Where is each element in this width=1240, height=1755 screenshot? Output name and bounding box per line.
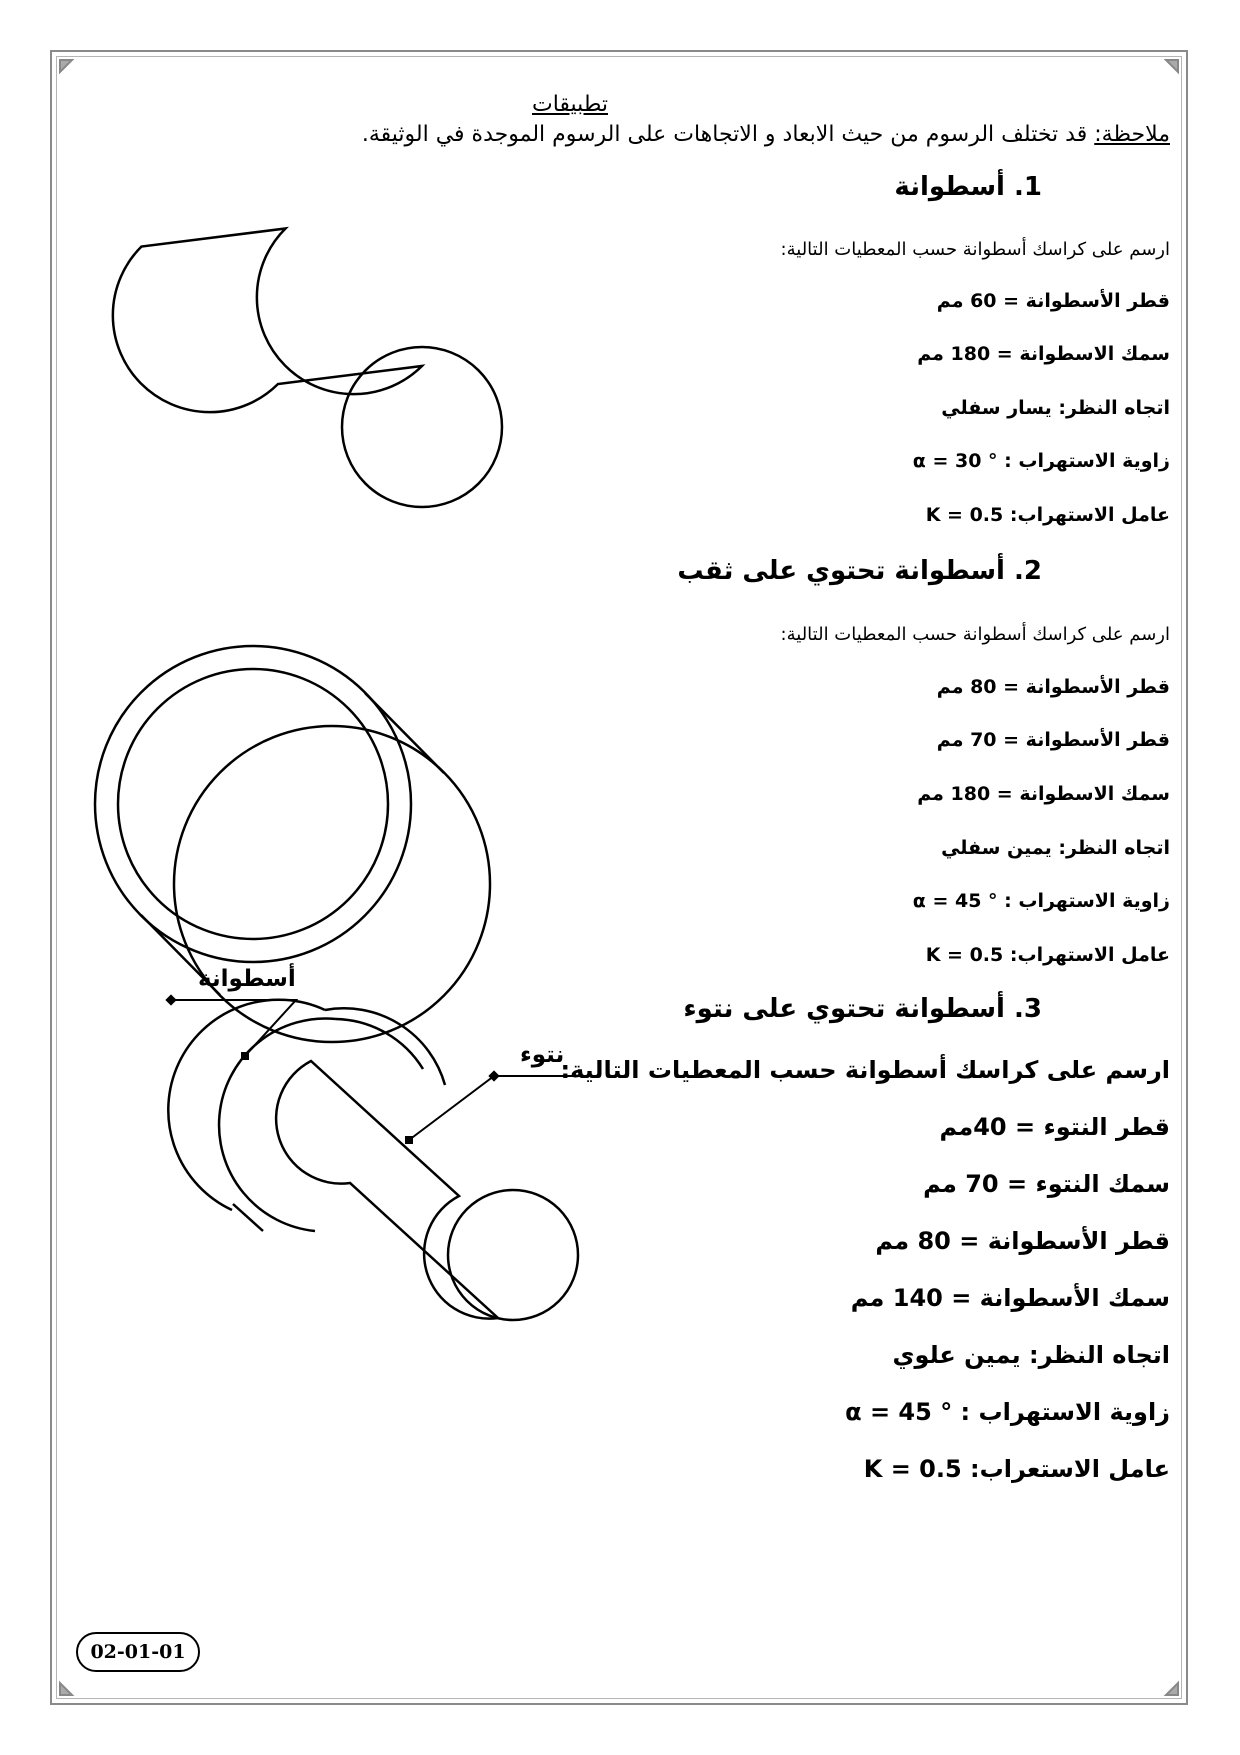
page-title: تطبيقات (532, 92, 608, 117)
label-boss: نتوء (520, 1042, 565, 1068)
leader-boss (409, 1076, 588, 1140)
factor-value: K = 0.5 (925, 504, 1004, 526)
factor-value: K = 0.5 (925, 944, 1004, 966)
exercise-3-line: قطر النتوء = 40مم (939, 1113, 1170, 1141)
factor-value: K = 0.5 (863, 1455, 962, 1483)
angle-value: α = 45 ° (912, 890, 998, 912)
angle-label: زاوية الاستهراب : (960, 1398, 1170, 1426)
exercise-2-line: قطر الأسطوانة = 70 مم (936, 729, 1170, 751)
label-cylinder: أسطوانة (198, 966, 296, 992)
exercise-3-instruction: ارسم على كراسك أسطوانة حسب المعطيات التالية: (560, 1056, 1170, 1084)
exercise-2-factor (926, 944, 1170, 966)
angle-label: زاوية الاستهراب : (1004, 450, 1170, 472)
exercise-1-line: اتجاه النظر: يسار سفلي (941, 397, 1170, 419)
exercise-2-angle (913, 890, 1170, 912)
exercise-2-line: اتجاه النظر: يمين سفلي (941, 837, 1170, 859)
figure-cylinder[interactable] (113, 229, 502, 508)
note (362, 122, 1170, 147)
hollow-back-circle (174, 726, 490, 1042)
angle-value: α = 45 ° (845, 1398, 953, 1426)
exercise-2-line: سمك الاسطوانة = 180 مم (917, 783, 1170, 805)
figure-cylinder-with-boss[interactable] (168, 1000, 578, 1320)
cylinder-body (113, 229, 422, 413)
exercise-3-line: اتجاه النظر: يمين علوي (892, 1341, 1170, 1369)
exercise-1-line: سمك الاسطوانة = 180 مم (917, 343, 1170, 365)
note-text: قد تختلف الرسوم من حيث الابعاد و الاتجاهات على الرسوم الموجدة في الوثيقة. (361, 122, 1095, 147)
cylinder-front-arc-right (336, 1019, 423, 1069)
boss-end-face (448, 1190, 578, 1320)
exercise-3-angle (845, 1398, 1170, 1426)
exercise-2-instruction: ارسم على كراسك أسطوانة حسب المعطيات التالية: (780, 624, 1170, 645)
factor-label: عامل الاستعراب: (970, 1455, 1170, 1483)
factor-label: عامل الاستهراب: (1009, 944, 1170, 966)
exercise-2-line: قطر الأسطوانة = 80 مم (936, 676, 1170, 698)
exercise-3-heading: 3. أسطوانة تحتوي على نتوء (683, 994, 1042, 1024)
exercise-3-factor (864, 1455, 1170, 1483)
exercise-1-line: قطر الأسطوانة = 60 مم (936, 290, 1170, 312)
factor-label: عامل الاستهراب: (1009, 504, 1170, 526)
exercise-1-factor (926, 504, 1170, 526)
angle-value: α = 30 ° (912, 450, 998, 472)
cylinder-front-face (342, 347, 502, 507)
exercise-3-line: قطر الأسطوانة = 80 مم (875, 1227, 1170, 1255)
leader-markers (165, 994, 499, 1144)
boss-back-arc (168, 1000, 325, 1210)
exercise-1-instruction: ارسم على كراسك أسطوانة حسب المعطيات التالية: (780, 239, 1170, 260)
angle-label: زاوية الاستهراب : (1004, 890, 1170, 912)
hollow-inner-circle (118, 669, 388, 939)
exercise-1-heading: 1. أسطوانة (894, 172, 1042, 202)
boss-body (276, 1061, 498, 1319)
exercise-2-heading: 2. أسطوانة تحتوي على ثقب (677, 556, 1042, 586)
hollow-outer-circle (95, 646, 411, 962)
page-code: 02-01-01 (76, 1632, 200, 1672)
exercise-1-angle (913, 450, 1170, 472)
exercise-3-line: سمك النتوء = 70 مم (923, 1170, 1170, 1198)
exercise-3-line: سمك الأسطوانة = 140 مم (850, 1284, 1170, 1312)
note-label: ملاحظة: (1094, 122, 1170, 147)
